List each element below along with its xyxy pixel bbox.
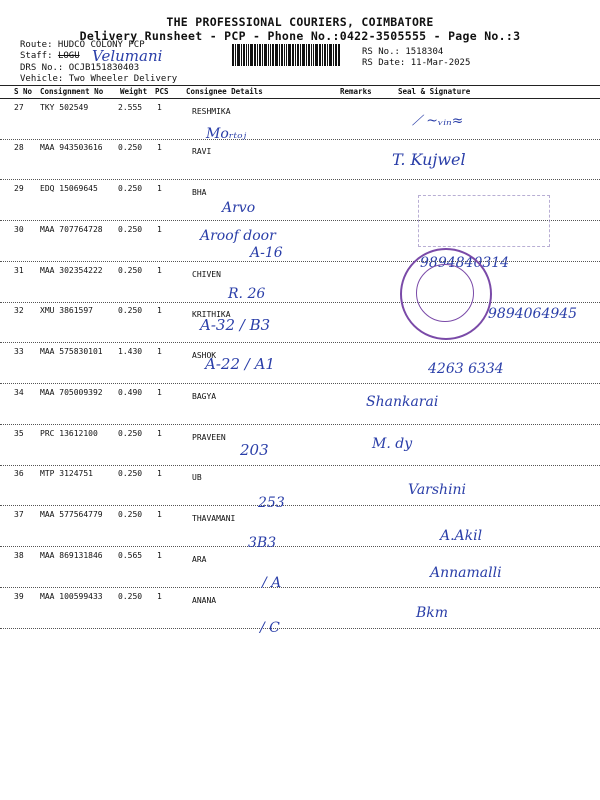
staff-row: [20, 51, 80, 61]
row-pcs: 1: [157, 592, 162, 601]
drs-number: DRS No.: OCJB151830403: [20, 63, 140, 73]
row-consignee-name: PRAVEEN: [192, 433, 226, 442]
route-label: Route: HUDCO COLONY PCP: [20, 40, 145, 50]
consignee-scribble-row-37: 3B3: [248, 535, 277, 551]
col-sno-header: S No: [14, 87, 33, 96]
row-consignee-name: UB: [192, 473, 202, 482]
row-weight: 0.250: [118, 143, 143, 152]
row-consignment-no: MTP 3124751: [40, 469, 93, 478]
table-row: [0, 588, 600, 628]
row-consignment-no: MAA 577564779: [40, 510, 103, 519]
signature-row-27: ⟋ ~ᵥᵢₙ≈: [412, 113, 464, 129]
staff-value: LOGU: [57, 51, 80, 61]
row-consignee-name: RESHMIKA: [192, 107, 231, 116]
col-consignment-header: Consignment No: [40, 87, 104, 96]
row-consignment-no: MAA 705009392: [40, 388, 103, 397]
signature-row-35: M. dy: [372, 436, 413, 452]
row-weight: 0.490: [118, 388, 143, 397]
row-consignment-no: MAA 302354222: [40, 266, 103, 275]
row-consignment-no: MAA 707764728: [40, 225, 103, 234]
row-separator: [0, 628, 600, 630]
row-consignee-name: ANANA: [192, 596, 217, 605]
barcode: [232, 44, 356, 66]
consignee-scribble-row-36: 253: [258, 495, 285, 511]
row-consignee-name: CHIVEN: [192, 270, 221, 279]
rs-number: RS No.: 1518304: [362, 47, 444, 57]
consignee-scribble-row-39: / C: [260, 620, 280, 636]
row-sno: 34: [14, 388, 24, 397]
consignee-scribble-row-27: Moᵣₜₒⱼ: [206, 126, 247, 142]
row-consignee-name: THAVAMANI: [192, 514, 236, 523]
row-pcs: 1: [157, 103, 162, 112]
staff-label: Staff:: [20, 51, 53, 61]
row-consignee-name: ASHOK: [192, 351, 217, 360]
row-weight: 0.250: [118, 429, 143, 438]
row-pcs: 1: [157, 469, 162, 478]
consignee-scribble-row-29: Arvo: [222, 200, 256, 216]
table-row: [0, 547, 600, 587]
signature-row-34: Shankarai: [366, 394, 439, 410]
consignee-scribble-row-30b: A-16: [250, 245, 283, 261]
row-sno: 37: [14, 510, 24, 519]
row-pcs: 1: [157, 388, 162, 397]
row-weight: 0.250: [118, 184, 143, 193]
table-row: [0, 425, 600, 465]
rs-date: RS Date: 11-Mar-2025: [362, 58, 471, 68]
row-pcs: 1: [157, 347, 162, 356]
row-handwritten-flat-note: 203: [240, 441, 269, 459]
table-row: [0, 262, 600, 302]
row-consignee-name: BAGYA: [192, 392, 217, 401]
row-weight: 0.565: [118, 551, 143, 560]
row-pcs: 1: [157, 306, 162, 315]
row-handwritten-signature: 4263 6334: [428, 361, 504, 377]
row-sno: 32: [14, 306, 24, 315]
signature-row-39: Bkm: [416, 605, 449, 621]
faint-seal-stamp: [418, 195, 550, 247]
signature-row-38: Annamalli: [430, 565, 502, 581]
row-sno: 36: [14, 469, 24, 478]
row-consignment-no: MAA 575830101: [40, 347, 103, 356]
row-weight: 0.250: [118, 592, 143, 601]
row-consignment-no: MAA 869131846: [40, 551, 103, 560]
row-consignee-name: RAVI: [192, 147, 212, 156]
row-consignment-no: MAA 943503616: [40, 143, 103, 152]
consignee-scribble-row-30: Aroof door: [200, 228, 276, 244]
consignee-scribble-row-31: R. 26: [228, 286, 266, 302]
row-handwritten-flat-note: A-32 / B3: [200, 316, 271, 334]
row-pcs: 1: [157, 143, 162, 152]
staff-handwritten-signature: Velumani: [92, 47, 163, 65]
col-consignee-header: Consignee Details: [186, 87, 263, 96]
row-pcs: 1: [157, 429, 162, 438]
row-pcs: 1: [157, 225, 162, 234]
row-pcs: 1: [157, 510, 162, 519]
col-remarks-header: Remarks: [340, 87, 372, 96]
row-weight: 0.250: [118, 306, 143, 315]
table-row: [0, 465, 600, 505]
company-title: THE PROFESSIONAL COURIERS, COIMBATORE: [166, 15, 434, 29]
row-sno: 39: [14, 592, 24, 601]
row-weight: 0.250: [118, 225, 143, 234]
table-row: [0, 384, 600, 424]
table-row: [0, 302, 600, 342]
runsheet-title: Delivery Runsheet - PCP - Phone No.:0422-3505555 - Page No.:3: [79, 29, 521, 43]
row-consignee-name: KRITHIKA: [192, 310, 231, 319]
table-row: [0, 506, 600, 546]
consignee-scribble-row-38: / A: [262, 575, 282, 591]
row-pcs: 1: [157, 184, 162, 193]
row-consignment-no: EDQ 15069645: [40, 184, 98, 193]
row-consignee-name: BHA: [192, 188, 207, 197]
row-consignment-no: PRC 13612100: [40, 429, 98, 438]
row-consignment-no: MAA 100599433: [40, 592, 103, 601]
row-sno: 31: [14, 266, 24, 275]
row-pcs: 1: [157, 266, 162, 275]
col-pcs-header: PCS: [155, 87, 169, 96]
vehicle-label: Vehicle: Two Wheeler Delivery: [20, 74, 178, 84]
table-row: [0, 343, 600, 383]
signature-row-36: Varshini: [408, 482, 467, 498]
signature-row-28: T. Kujwel: [392, 150, 466, 169]
row-sno: 28: [14, 143, 24, 152]
row-weight: 0.250: [118, 469, 143, 478]
row-pcs: 1: [157, 551, 162, 560]
row-sno: 38: [14, 551, 24, 560]
row-sno: 30: [14, 225, 24, 234]
col-weight-header: Weight: [120, 87, 148, 96]
row-handwritten-signature: 9894064945: [488, 306, 578, 322]
row-handwritten-signature: 9894840314: [420, 255, 510, 271]
row-weight: 2.555: [118, 103, 143, 112]
row-consignee-name: ARA: [192, 555, 207, 564]
row-sno: 33: [14, 347, 24, 356]
row-sno: 27: [14, 103, 24, 112]
row-handwritten-flat-note: A-22 / A1: [205, 355, 275, 373]
row-handwritten-signature: A.Akil: [440, 528, 483, 544]
row-weight: 0.250: [118, 266, 143, 275]
row-sno: 29: [14, 184, 24, 193]
row-sno: 35: [14, 429, 24, 438]
row-weight: 1.430: [118, 347, 143, 356]
table-row: [0, 99, 600, 139]
row-consignment-no: TKY 502549: [40, 103, 89, 112]
row-consignment-no: XMU 3861597: [40, 306, 93, 315]
header-top-rule: [0, 85, 600, 86]
company-rubber-stamp: [400, 248, 492, 340]
row-weight: 0.250: [118, 510, 143, 519]
col-seal-header: Seal & Signature: [398, 87, 471, 96]
table-row: [0, 139, 600, 179]
